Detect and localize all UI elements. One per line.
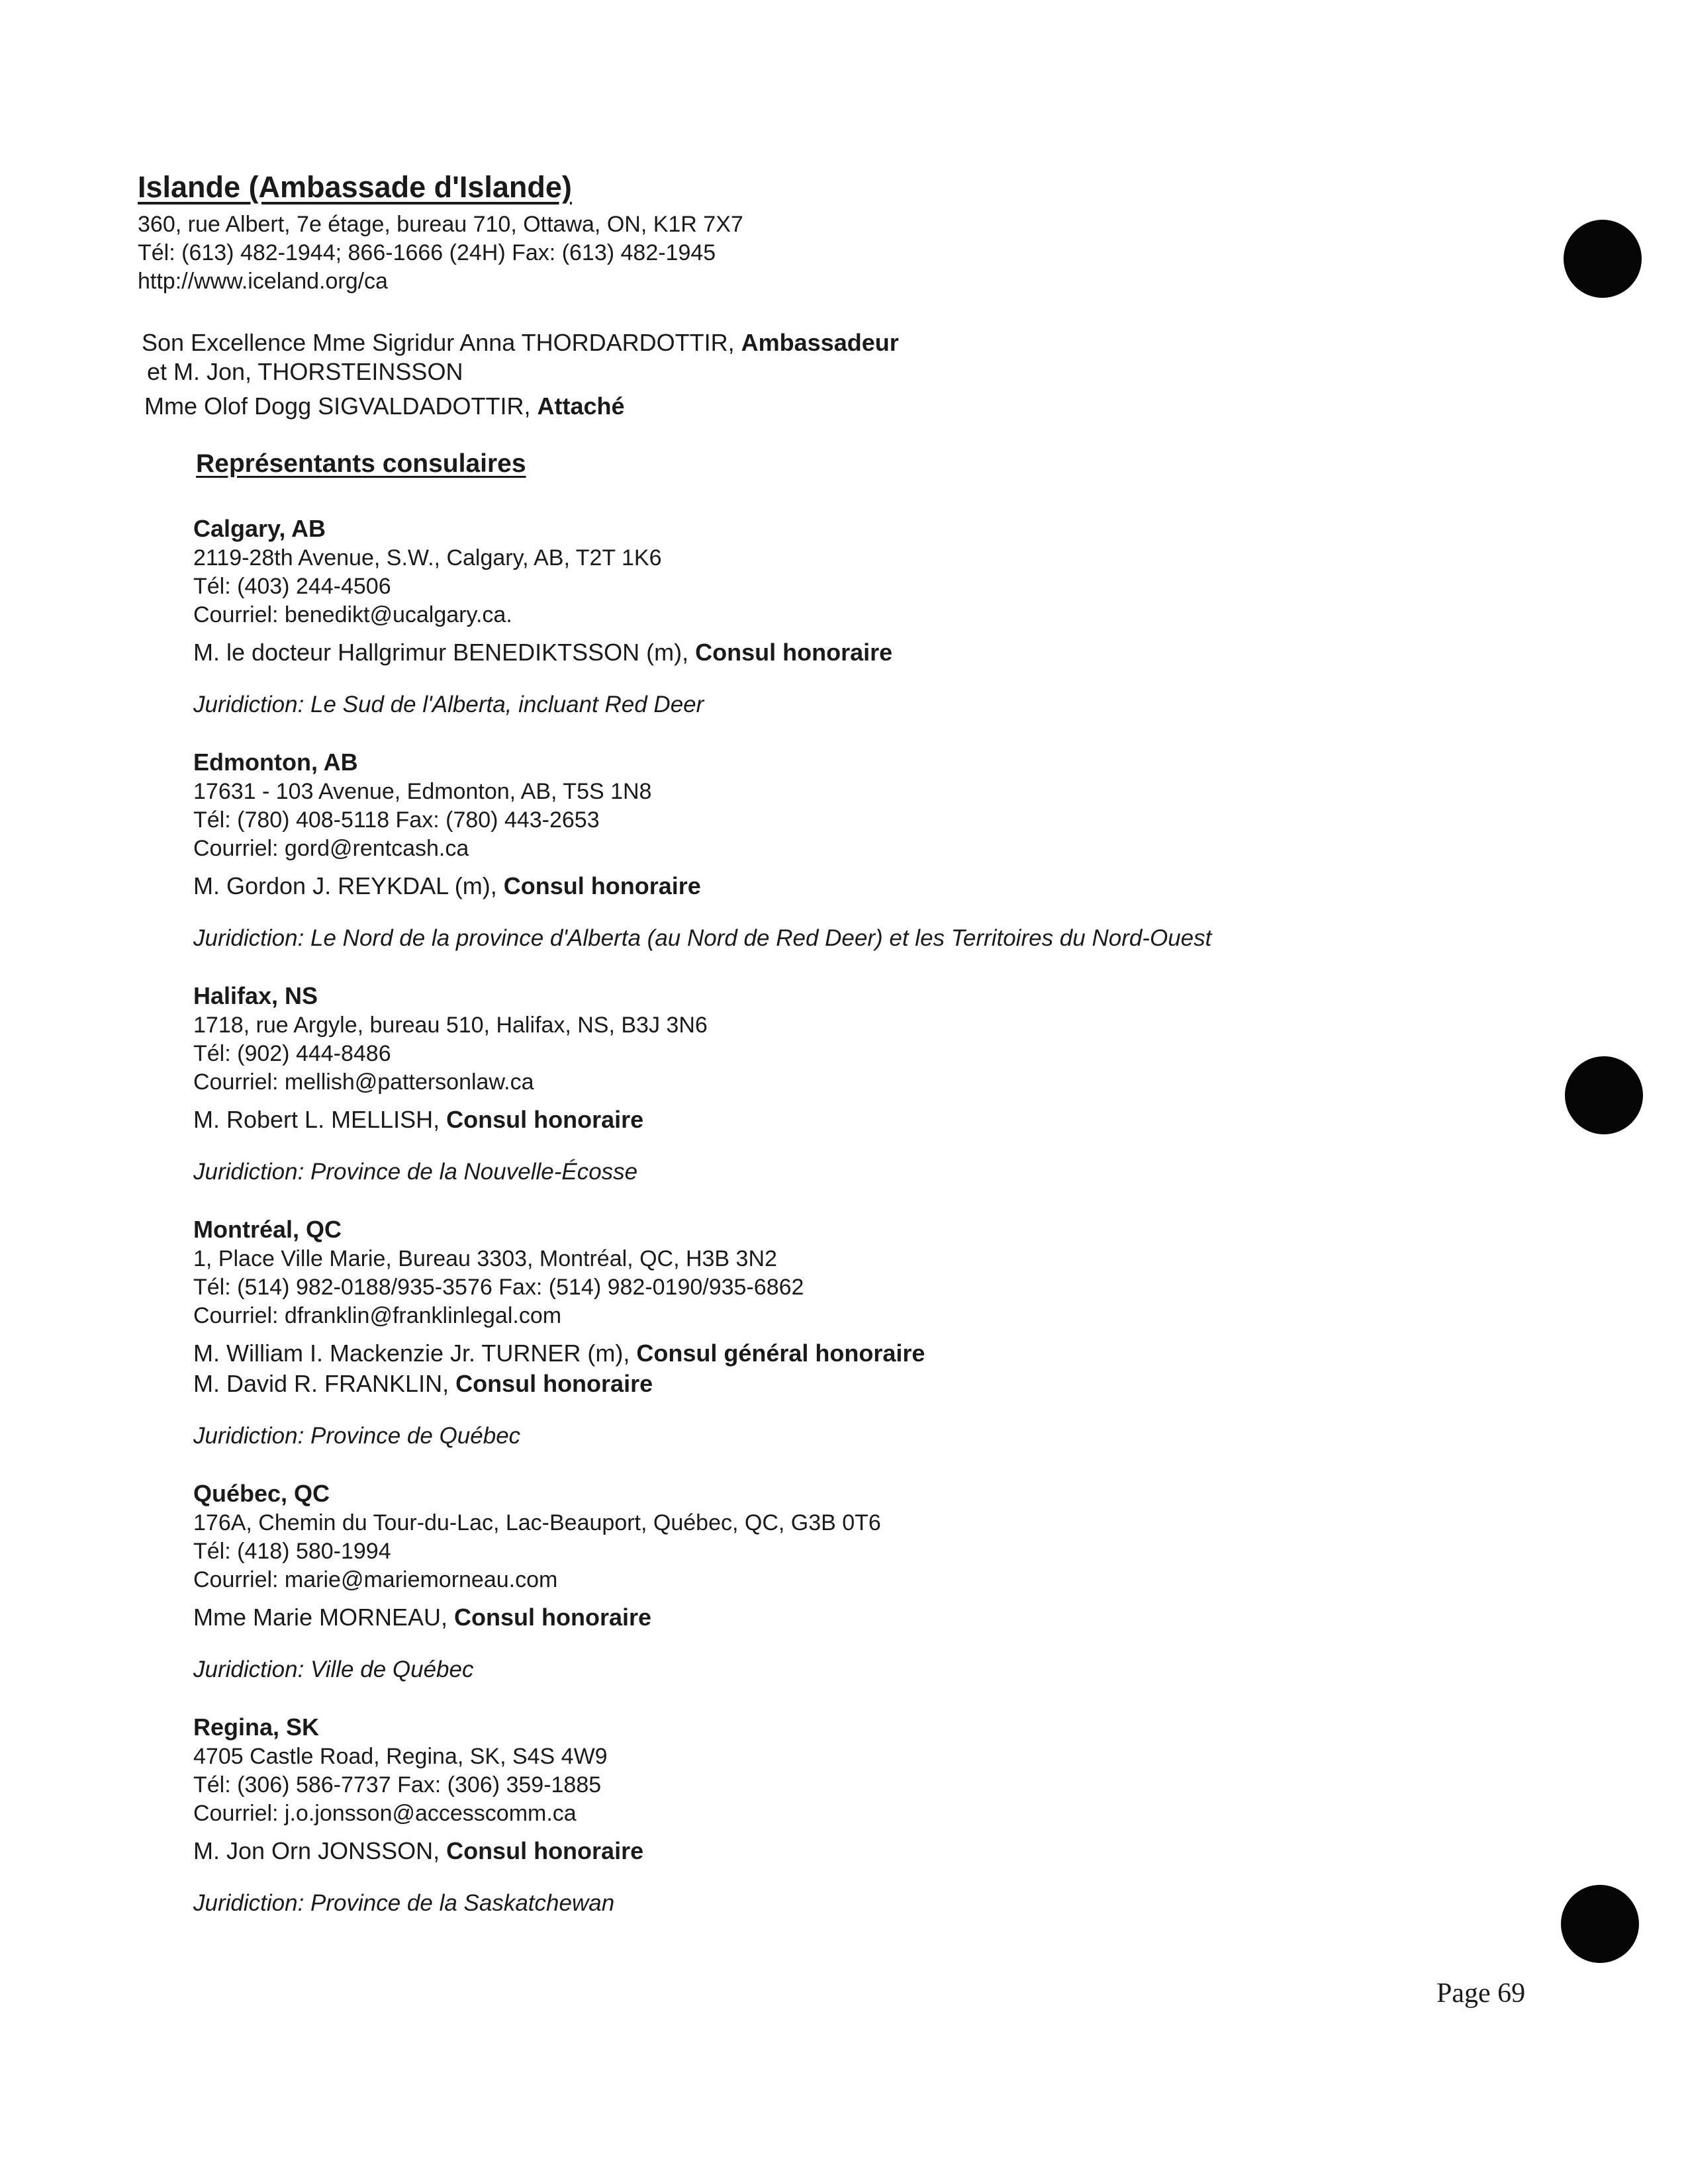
consulate-officers: [193, 1338, 1517, 1399]
staff-spouse: [142, 357, 899, 387]
consul-name: M. David R. FRANKLIN,: [193, 1370, 456, 1397]
consulate-address: 2119-28th Avenue, S.W., Calgary, AB, T2T 1K6: [193, 545, 662, 570]
embassy-address: 360, rue Albert, 7e étage, bureau 710, Ottawa, ON, K1R 7X7: [138, 212, 743, 237]
consul-title: Consul honoraire: [503, 872, 701, 899]
consul-title: Consul honoraire: [446, 1106, 644, 1133]
consulate-officers: [193, 1602, 1517, 1633]
embassy-staff-list: [142, 328, 899, 421]
embassy-phone-fax: Tél: (613) 482-1944; 866-1666 (24H) Fax: (613) 482-1945: [138, 240, 716, 265]
consul-entry: [193, 637, 1517, 668]
consulate-jurisdiction: Juridiction: Le Nord de la province d'Alberta (au Nord de Red Deer) et les Territoires du Nord-Ouest: [193, 925, 1212, 951]
embassy-website: http://www.iceland.org/ca: [138, 269, 388, 294]
consulate-montreal: [193, 1214, 1517, 1451]
staff-attache: [142, 392, 899, 421]
consulate-phone: Tél: (902) 444-8486: [193, 1041, 391, 1066]
consulate-quebec: [193, 1479, 1517, 1684]
consulate-email: Courriel: marie@mariemorneau.com: [193, 1567, 558, 1592]
staff-title: Ambassadeur: [741, 329, 899, 356]
consul-title: Consul honoraire: [695, 639, 893, 666]
staff-title: Attaché: [537, 392, 625, 420]
consulate-jurisdiction: Juridiction: Ville de Québec: [193, 1657, 474, 1682]
consulate-phone: Tél: (780) 408-5118 Fax: (780) 443-2653: [193, 807, 600, 833]
consulate-jurisdiction: Juridiction: Province de la Saskatchewan: [193, 1890, 615, 1916]
consulate-city: Edmonton, AB: [193, 749, 358, 776]
consulate-address: 1718, rue Argyle, bureau 510, Halifax, NS, B3J 3N6: [193, 1013, 708, 1038]
consul-entry: [193, 1836, 1517, 1866]
consulate-edmonton: [193, 747, 1517, 953]
consulate-phone: Tél: (306) 586-7737 Fax: (306) 359-1885: [193, 1772, 602, 1797]
consulate-email: Courriel: benedikt@ucalgary.ca.: [193, 602, 512, 627]
consulate-city: Halifax, NS: [193, 982, 318, 1009]
embassy-title: Islande (Ambassade d'Islande): [138, 170, 572, 204]
consulate-halifax: [193, 981, 1517, 1187]
consul-entry: [193, 1602, 1517, 1633]
consulate-email: Courriel: dfranklin@franklinlegal.com: [193, 1303, 562, 1328]
consulate-city: Calgary, AB: [193, 515, 326, 542]
consulate-city: Montréal, QC: [193, 1216, 342, 1243]
consulate-phone: Tél: (403) 244-4506: [193, 574, 391, 599]
consulate-officers: [193, 1836, 1517, 1866]
consul-title: Consul honoraire: [454, 1604, 652, 1631]
consul-title: Consul général honoraire: [636, 1340, 925, 1367]
consul-entry: [193, 1369, 1517, 1399]
consulate-address: 17631 - 103 Avenue, Edmonton, AB, T5S 1N8: [193, 779, 652, 804]
section-title-consular: Représentants consulaires: [196, 449, 526, 478]
consulate-city: Regina, SK: [193, 1713, 320, 1741]
consulate-email: Courriel: j.o.jonsson@accesscomm.ca: [193, 1801, 577, 1826]
consulate-jurisdiction: Juridiction: Le Sud de l'Alberta, incluant Red Deer: [193, 692, 704, 717]
staff-ambassador: [142, 328, 899, 357]
consulate-officers: [193, 637, 1517, 668]
consul-entry: [193, 1338, 1517, 1369]
consul-name: M. William I. Mackenzie Jr. TURNER (m),: [193, 1340, 637, 1367]
staff-name: Mme Olof Dogg SIGVALDADOTTIR,: [144, 392, 538, 420]
binder-hole-bottom: [1561, 1885, 1639, 1963]
consul-title: Consul honoraire: [446, 1837, 644, 1864]
staff-name: et M. Jon, THORSTEINSSON: [147, 358, 463, 385]
consul-entry: [193, 1105, 1517, 1135]
consul-entry: [193, 871, 1517, 901]
consul-name: M. le docteur Hallgrimur BENEDIKTSSON (m),: [193, 639, 696, 666]
consulate-address: 1, Place Ville Marie, Bureau 3303, Montréal, QC, H3B 3N2: [193, 1246, 777, 1271]
consulate-address: 176A, Chemin du Tour-du-Lac, Lac-Beauport, Québec, QC, G3B 0T6: [193, 1510, 881, 1535]
consulate-email: Courriel: mellish@pattersonlaw.ca: [193, 1069, 534, 1095]
consulate-officers: [193, 1105, 1517, 1135]
consulate-email: Courriel: gord@rentcash.ca: [193, 836, 469, 861]
consul-name: M. Gordon J. REYKDAL (m),: [193, 872, 504, 899]
consulate-phone: Tél: (418) 580-1994: [193, 1539, 391, 1564]
consulate-officers: [193, 871, 1517, 901]
consulate-jurisdiction: Juridiction: Province de la Nouvelle-Écosse: [193, 1159, 638, 1185]
consulate-jurisdiction: Juridiction: Province de Québec: [193, 1423, 521, 1449]
consulate-phone: Tél: (514) 982-0188/935-3576 Fax: (514) 982-0190/935-6862: [193, 1275, 804, 1300]
consul-name: Mme Marie MORNEAU,: [193, 1604, 455, 1631]
consul-name: M. Jon Orn JONSSON,: [193, 1837, 447, 1864]
consulate-address: 4705 Castle Road, Regina, SK, S4S 4W9: [193, 1744, 608, 1769]
page-number: Page 69: [1436, 1978, 1526, 2009]
staff-name: Son Excellence Mme Sigridur Anna THORDARDOTTIR,: [142, 329, 741, 356]
binder-hole-top: [1564, 220, 1642, 298]
consulate-list: [193, 514, 1517, 1918]
consulate-city: Québec, QC: [193, 1480, 330, 1507]
embassy-address-block: [138, 210, 743, 296]
consulate-calgary: [193, 514, 1517, 719]
consulate-regina: [193, 1712, 1517, 1918]
consul-name: M. Robert L. MELLISH,: [193, 1106, 447, 1133]
consul-title: Consul honoraire: [455, 1370, 653, 1397]
binder-hole-middle: [1565, 1056, 1643, 1134]
